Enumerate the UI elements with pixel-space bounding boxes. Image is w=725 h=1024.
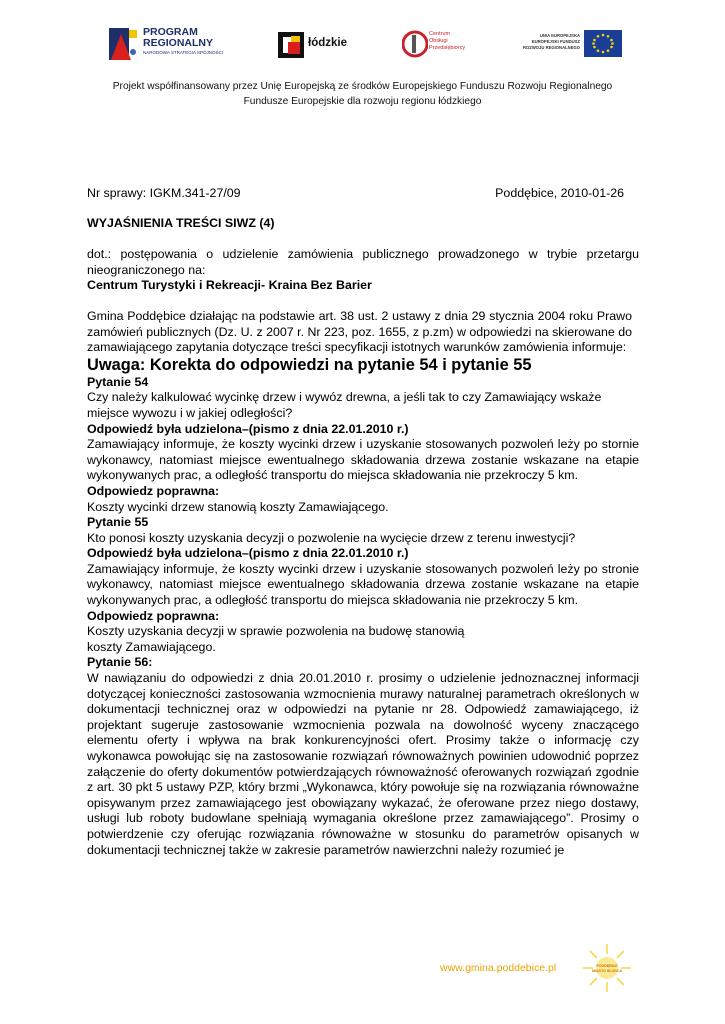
cofinancing-line1: Projekt współfinansowany przez Unię Europejską ze środków Europejskiego Funduszu Rozwoju Regionalnego	[112, 81, 613, 92]
centrum-line3: Przedsiębiorcy	[429, 45, 466, 51]
correct-answer-54: Koszty wycinki drzew stanowią koszty Zamawiającego.	[87, 499, 389, 514]
lodzkie-text: łódzkie	[308, 37, 347, 49]
eu-flag-icon	[584, 30, 622, 57]
document-body	[87, 186, 639, 858]
program-flag-icon	[107, 24, 139, 64]
logo-bar	[0, 22, 725, 66]
eu-line3: ROZWOJU REGIONALNEGO	[523, 45, 580, 50]
cofinancing-line2: Fundusze Europejskie dla rozwoju regionu łódzkiego	[243, 96, 482, 107]
q54-text: Czy należy kalkulować wycinkę drzew i wywóz drewna, a jeśli tak to czy Zamawiający wskaże miejsce wywozu i w jakiej odległości?	[87, 390, 602, 420]
q56-label: Pytanie 56:	[87, 655, 153, 670]
q56-text: W nawiązaniu do odpowiedzi z dnia 20.01.2010 r. prosimy o udzielenie jednoznacznej informacji dotyczącej konieczności zastosowania wzmocnienia murawy naturalnej parametrach określonych w dokumentacji technicznej oraz w odpowiedzi na pytanie nr 28. Odpowiedź zamawiającego, iż projektant sugeruje zastosowanie wzmocnienia pozwala na dowolność wyceny znaczącego elementu oferty i wpływa na brak konkurencyjności ofert. Prosimy także o informację czy wykonawca powołując się na zastosowanie rozwiązań równoważnych powinien udowodnić poprzez załączenie do oferty dokumentów potwierdzających równoważność oferowanych rozwiązań zgodnie z art. 30 pkt 5 ustawy PZP, który brzmi „Wykonawca, który powołuje się na rozwiązania równoważne opisywanym przez zamawiającego jest obowiązany wykazać, że oferowane przez niego dostawy, usługi lub roboty budowlane spełniają wymagania określone przez zamawiającego”. Prosimy o potwierdzenie czy oferując rozwiązania równoważne w stosunku do parametrów opisanych w dokumentacji technicznej także w zakresie parametrów nawierzchni należy rozumieć je	[87, 671, 639, 857]
q54-label: Pytanie 54	[87, 374, 149, 389]
centrum-line1: Centrum	[429, 31, 451, 37]
program-line2: REGIONALNY	[143, 37, 214, 49]
eu-line2: EUROPEJSKI FUNDUSZ	[531, 39, 580, 44]
project-name: Centrum Turystyki i Rekreacji- Kraina Bez Barier	[87, 278, 372, 293]
correct-answer-label-55: Odpowiedz poprawna:	[87, 608, 220, 623]
prev-answer-label-54: Odpowiedź była udzielona–(pismo z dnia 22.01.2010 r.)	[87, 421, 409, 436]
document-title: WYJAŚNIENIA TREŚCI SIWZ (4)	[87, 215, 275, 230]
prev-answer-54: Zamawiający informuje, że koszty wycinki drzew i uzyskanie stosowanych pozwoleń leży po stornie wykonawcy, natomiast miejsce ewentualnego składowania drzewa zostanie wskazane na etapie wykonywanych prac, a odległość transportu do miejsca składowania nie przekroczy 5 km.	[87, 437, 639, 483]
place-date: Poddębice, 2010-01-26	[495, 186, 624, 200]
program-line1: PROGRAM	[143, 26, 198, 38]
prev-answer-55: Zamawiający informuje, że koszty wycinki drzew i uzyskanie stosowanych pozwoleń leży po stronie wykonawcy, natomiast miejsce ewentualnego składowania drzewa zostanie wskazane na etapie wykonywanych prac, a odległość transportu do miejsca składowania nie przekroczy 5 km.	[87, 561, 639, 608]
centrum-mark-icon	[402, 29, 428, 59]
cofinancing-note	[0, 79, 725, 109]
centrum-line2: Obsługi	[429, 38, 448, 44]
case-number: Nr sprawy: IGKM.341-27/09	[87, 186, 241, 200]
correct-answer-label-54: Odpowiedz poprawna:	[87, 483, 220, 498]
poddebice-badge	[568, 940, 646, 996]
program-regionalny-logo	[107, 22, 229, 66]
case-row	[87, 186, 639, 202]
intro-text: Gmina Poddębice działając na podstawie art. 38 ust. 2 ustawy z dnia 29 stycznia 2004 roku Prawo zamówień publicznych (Dz. U. z 2007 r. Nr 223, poz. 1655, z p.zm) w odpowiedzi na skierowane do zamawiającego zapytania dotyczące treści specyfikacji istotnych warunków zamówienia informuje:	[87, 308, 632, 355]
q55-text: Kto ponosi koszty uzyskania decyzji o pozwolenie na wycięcie drzew z terenu inwestycji?	[87, 530, 576, 545]
prev-answer-label-55: Odpowiedź była udzielona–(pismo z dnia 22.01.2010 r.)	[87, 546, 409, 561]
eu-logo	[512, 22, 622, 66]
lodzkie-logo	[278, 22, 358, 66]
program-line3: NARODOWA STRATEGIA SPÓJNOŚCI	[143, 50, 224, 55]
correct-answer-55: Koszty uzyskania decyzji w sprawie pozwolenia na budowę stanowią koszty Zamawiającego.	[87, 624, 465, 654]
centrum-obslugi-logo	[402, 22, 466, 66]
lodzkie-mark-icon	[278, 32, 304, 58]
footer-website-link[interactable]: www.gmina.poddebice.pl	[440, 962, 557, 974]
eu-line1: UNIA EUROPEJSKA	[539, 33, 580, 38]
q55-label: Pytanie 55	[87, 515, 149, 530]
badge-line2: MIASTO SŁOŃCA	[591, 968, 623, 973]
subject-text: dot.: postępowania o udzielenie zamówienia publicznego prowadzonego w trybie przetargu nieograniczonego na:	[87, 247, 639, 277]
correction-heading: Uwaga: Korekta do odpowiedzi na pytanie 54 i pytanie 55	[87, 355, 532, 374]
badge-line1: PODDĘBICE	[596, 964, 618, 968]
